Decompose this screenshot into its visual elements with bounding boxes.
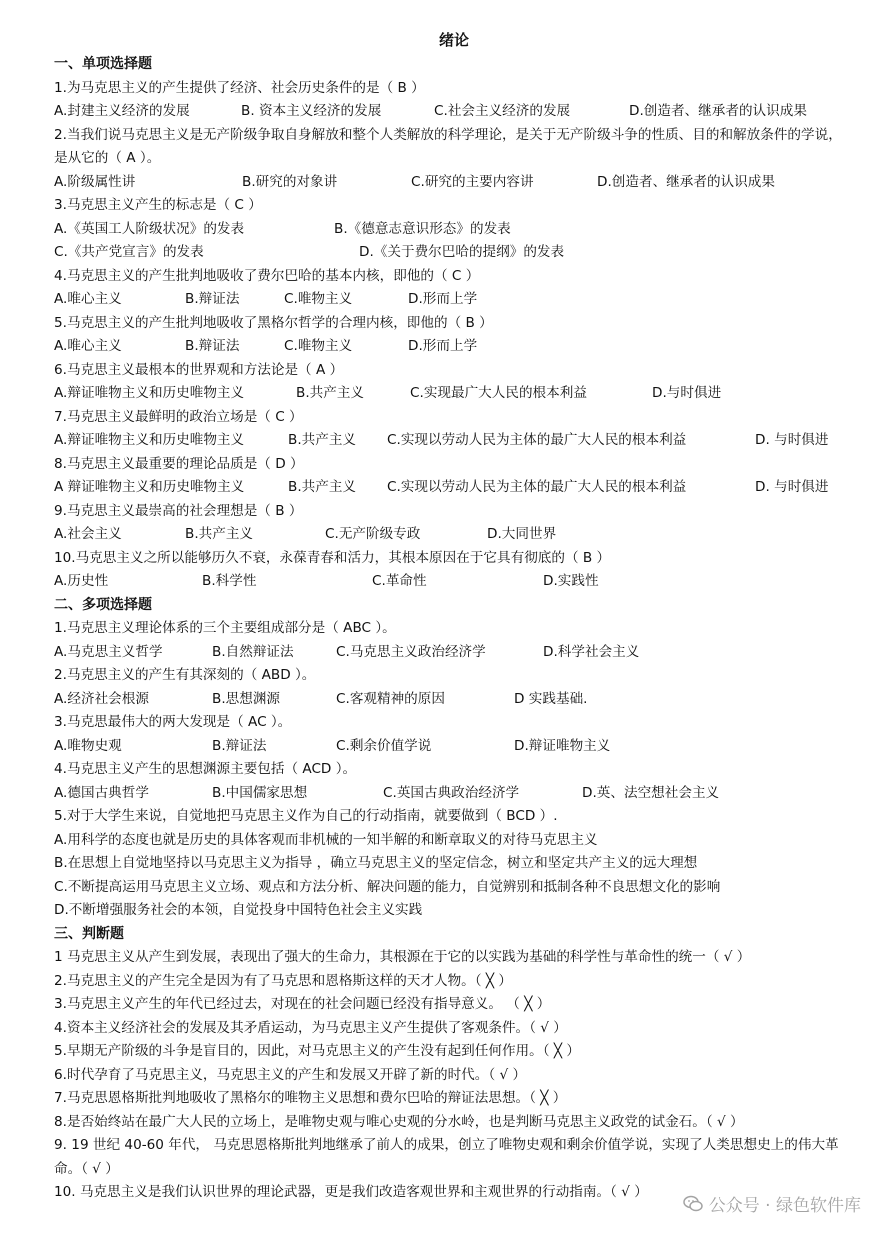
option-a: A.唯物史观 bbox=[54, 737, 122, 754]
option-c: C.实现以劳动人民为主体的最广大人民的根本利益 bbox=[387, 479, 687, 495]
judge-statement: 5.早期无产阶级的斗争是盲目的，因此，对马克思主义的产生没有起到任何作用。（ ╳ ） bbox=[54, 1043, 580, 1059]
option-a: A.历史性 bbox=[54, 573, 109, 589]
judge-statement: 6.时代孕育了马克思主义，马克思主义的产生和发展又开辟了新的时代。（ √ ） bbox=[54, 1066, 527, 1083]
option-b: B.中国儒家思想 bbox=[212, 784, 308, 801]
option-row bbox=[54, 171, 854, 195]
judge-statement: 9. 19 世纪 40-60 年代， 马克思恩格斯批判地继承了前人的成果，创立了唯物史观和剩余价值学说，实现了人类思想史上的伟大革命。（ √ ） bbox=[54, 1137, 839, 1177]
option-row bbox=[54, 782, 854, 806]
question-text: 1.马克思主义理论体系的三个主要组成部分是（ ABC ）。 bbox=[54, 620, 396, 636]
question-text: 6.马克思主义最根本的世界观和方法论是（ A ） bbox=[54, 361, 344, 378]
option-b: B.在思想上自觉地坚持以马克思主义为指导 ，确立马克思主义的坚定信念，树立和坚定共产主义的远大理想 bbox=[54, 855, 698, 871]
option-d: D.实践性 bbox=[543, 573, 599, 589]
option-b: B.自然辩证法 bbox=[212, 643, 294, 660]
option-b: B.共产主义 bbox=[288, 432, 357, 448]
option-b: B.辩证法 bbox=[185, 338, 240, 354]
question-text: 5.马克思主义的产生批判地吸收了黑格尔哲学的合理内核，即他的（ B ） bbox=[54, 314, 493, 331]
option-row bbox=[54, 641, 854, 665]
option-row bbox=[54, 241, 854, 265]
question-text: 3.马克思最伟大的两大发现是（ AC ）。 bbox=[54, 714, 292, 730]
judge-statement: 3.马克思主义产生的年代已经过去，对现在的社会问题已经没有指导意义。 （ ╳ ） bbox=[54, 996, 551, 1012]
option-row bbox=[54, 688, 854, 712]
option-a: A.唯心主义 bbox=[54, 338, 122, 354]
option-c: C.研究的主要内容讲 bbox=[411, 173, 534, 190]
section-heading-single-choice: 一、单项选择题 bbox=[54, 56, 152, 72]
option-b: B.共产主义 bbox=[185, 526, 254, 542]
judge-statement: 8.是否始终站在最广大人民的立场上，是唯物史观与唯心史观的分水岭，也是判断马克思主义政党的试金石。（ √ ） bbox=[54, 1113, 744, 1130]
option-a: A.阶级属性讲 bbox=[54, 173, 136, 190]
option-c: C.实现最广大人民的根本利益 bbox=[410, 385, 587, 401]
option-b: B. 资本主义经济的发展 bbox=[241, 103, 382, 119]
judge-statement: 4.资本主义经济社会的发展及其矛盾运动，为马克思主义产生提供了客观条件。（ √ ） bbox=[54, 1019, 567, 1036]
option-a: A.经济社会根源 bbox=[54, 690, 149, 707]
option-row bbox=[54, 735, 854, 759]
option-b: B.研究的对象讲 bbox=[242, 173, 338, 190]
option-d: D.与时俱进 bbox=[652, 385, 722, 401]
option-c: C.马克思主义政治经济学 bbox=[336, 643, 486, 660]
option-a: A.唯心主义 bbox=[54, 291, 122, 307]
option-row bbox=[54, 100, 854, 124]
section-heading-true-false: 三、判断题 bbox=[54, 925, 124, 942]
question-text: 8.马克思主义最重要的理论品质是（ D ） bbox=[54, 455, 304, 472]
option-row bbox=[54, 382, 854, 406]
option-row bbox=[54, 570, 854, 594]
option-c: C.社会主义经济的发展 bbox=[434, 103, 571, 119]
option-b: B.共产主义 bbox=[296, 385, 365, 401]
option-d: D.创造者、继承者的认识成果 bbox=[629, 103, 807, 119]
option-row bbox=[54, 218, 854, 242]
option-d: D.创造者、继承者的认识成果 bbox=[597, 173, 775, 190]
judge-statement: 2.马克思主义的产生完全是因为有了马克思和恩格斯这样的天才人物。（ ╳ ） bbox=[54, 972, 512, 989]
option-a: A.马克思主义哲学 bbox=[54, 643, 163, 660]
option-d: D.《关于费尔巴哈的提纲》的发表 bbox=[359, 244, 565, 260]
question-text: 4.马克思主义的产生批判地吸收了费尔巴哈的基本内核，即他的（ C ） bbox=[54, 267, 480, 284]
document-page bbox=[54, 27, 854, 1205]
question-text: 2.当我们说马克思主义是无产阶级争取自身解放和整个人类解放的科学理论，是关于无产阶级斗争的性质、目的和解放条件的学说，是从它的（ A ）。 bbox=[54, 126, 842, 166]
question-text: 2.马克思主义的产生有其深刻的（ ABD ）。 bbox=[54, 667, 316, 683]
option-d: D 实践基础. bbox=[514, 690, 588, 707]
option-b: B.辩证法 bbox=[185, 291, 240, 307]
question-text: 9.马克思主义最崇高的社会理想是（ B ） bbox=[54, 502, 303, 519]
option-b: B.共产主义 bbox=[288, 479, 357, 495]
page-title: 绪论 bbox=[438, 31, 469, 49]
section-heading-multiple-choice: 二、多项选择题 bbox=[54, 596, 152, 613]
option-d: D.形而上学 bbox=[408, 291, 478, 307]
option-a: A.辩证唯物主义和历史唯物主义 bbox=[54, 385, 245, 401]
option-c: C.《共产党宣言》的发表 bbox=[54, 244, 204, 260]
option-a: A.用科学的态度也就是历史的具体客观而非机械的一知半解的和断章取义的对待马克思主义 bbox=[54, 831, 598, 848]
option-a: A.封建主义经济的发展 bbox=[54, 103, 190, 119]
option-b: B.《德意志意识形态》的发表 bbox=[334, 220, 511, 237]
option-b: B.辩证法 bbox=[212, 737, 267, 754]
option-c: C.无产阶级专政 bbox=[325, 526, 421, 542]
option-a: A.社会主义 bbox=[54, 526, 122, 542]
wechat-icon bbox=[683, 1195, 703, 1213]
option-c: C.革命性 bbox=[372, 573, 427, 589]
question-text: 4.马克思主义产生的思想渊源主要包括（ ACD ）。 bbox=[54, 761, 357, 777]
option-c: C.不断提高运用马克思主义立场、观点和方法分析、解决问题的能力，自觉辨别和抵制各种不良思想文化的影响 bbox=[54, 878, 721, 895]
option-d: D.形而上学 bbox=[408, 338, 478, 354]
question-text: 7.马克思主义最鲜明的政治立场是（ C ） bbox=[54, 408, 303, 425]
option-d: D.科学社会主义 bbox=[543, 643, 640, 660]
option-a: A.辩证唯物主义和历史唯物主义 bbox=[54, 432, 245, 448]
option-d: D.大同世界 bbox=[487, 526, 557, 542]
question-text: 1.为马克思主义的产生提供了经济、社会历史条件的是（ B ） bbox=[54, 79, 425, 96]
watermark-text: 公众号 · 绿色软件库 bbox=[708, 1196, 861, 1216]
judge-statement: 10. 马克思主义是我们认识世界的理论武器，更是我们改造客观世界和主观世界的行动指南。（ √ ） bbox=[54, 1184, 648, 1200]
option-row bbox=[54, 288, 854, 312]
watermark bbox=[683, 1191, 861, 1216]
option-c: C.唯物主义 bbox=[284, 291, 353, 307]
option-row bbox=[54, 523, 854, 547]
option-d: D. 与时俱进 bbox=[755, 432, 829, 448]
option-d: D.辩证唯物主义 bbox=[514, 737, 611, 754]
judge-statement: 1 马克思主义从产生到发展，表现出了强大的生命力，其根源在于它的以实践为基础的科学性与革命性的统一（ √ ） bbox=[54, 949, 751, 965]
option-d: D.不断增强服务社会的本领，自觉投身中国特色社会主义实践 bbox=[54, 902, 423, 918]
option-row bbox=[54, 335, 854, 359]
option-b: B.科学性 bbox=[202, 573, 257, 589]
option-a: A 辩证唯物主义和历史唯物主义 bbox=[54, 479, 245, 495]
option-a: A.《英国工人阶级状况》的发表 bbox=[54, 220, 245, 237]
question-text: 3.马克思主义产生的标志是（ C ） bbox=[54, 197, 262, 213]
option-row bbox=[54, 429, 854, 453]
option-c: C.客观精神的原因 bbox=[336, 690, 445, 707]
option-c: C.剩余价值学说 bbox=[336, 737, 432, 754]
option-row bbox=[54, 476, 854, 500]
option-b: B.思想渊源 bbox=[212, 690, 281, 707]
judge-statement: 7.马克思恩格斯批判地吸收了黑格尔的唯物主义思想和费尔巴哈的辩证法思想。（ ╳ ） bbox=[54, 1090, 567, 1106]
option-c: C.英国古典政治经济学 bbox=[383, 784, 520, 801]
option-c: C.实现以劳动人民为主体的最广大人民的根本利益 bbox=[387, 432, 687, 448]
option-a: A.德国古典哲学 bbox=[54, 784, 149, 801]
question-text: 10.马克思主义之所以能够历久不衰，永葆青春和活力，其根本原因在于它具有彻底的（ B ） bbox=[54, 549, 611, 566]
option-d: D.英、法空想社会主义 bbox=[582, 784, 720, 801]
option-d: D. 与时俱进 bbox=[755, 479, 829, 495]
option-c: C.唯物主义 bbox=[284, 338, 353, 354]
question-text: 5.对于大学生来说，自觉地把马克思主义作为自己的行动指南，就要做到（ BCD ）. bbox=[54, 808, 558, 824]
